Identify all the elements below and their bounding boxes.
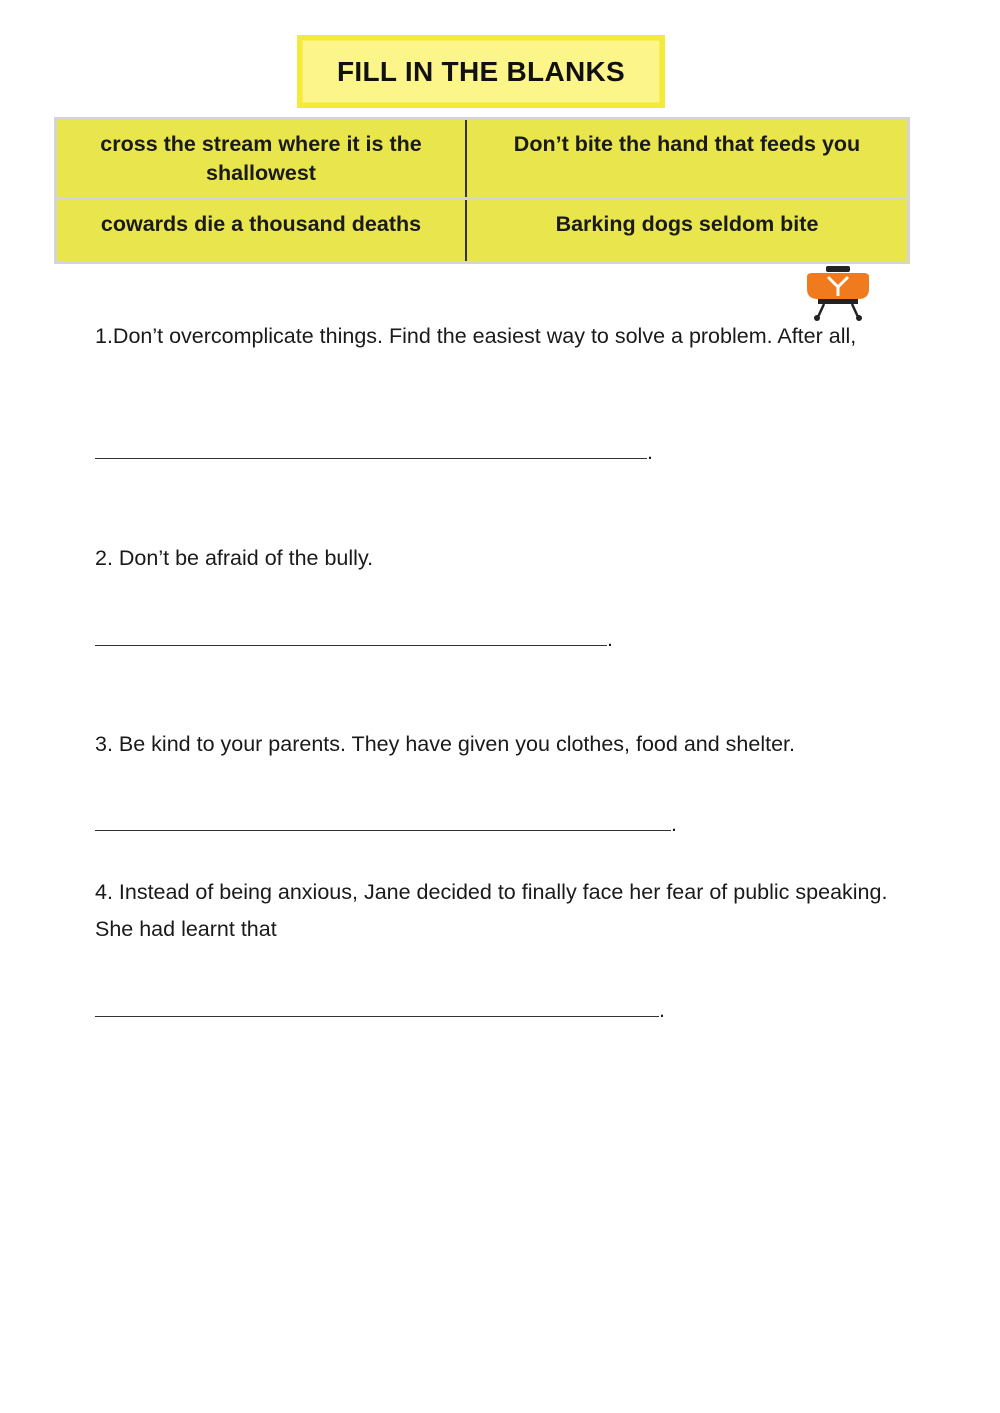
- answer-blank-2[interactable]: [95, 623, 613, 654]
- blank-suffix: .: [671, 812, 677, 836]
- word-bank-cell: Don’t bite the hand that feeds you: [513, 132, 861, 156]
- answer-blank-3[interactable]: [95, 808, 677, 839]
- question-3: 3. Be kind to your parents. They have given you clothes, food and shelter.: [95, 732, 795, 756]
- answer-blank-4[interactable]: [95, 994, 665, 1025]
- blank-suffix: .: [647, 440, 653, 464]
- question-2: 2. Don’t be afraid of the bully.: [95, 546, 374, 570]
- word-bank-table: [54, 117, 910, 264]
- word-bank-cell: cowards die a thousand deaths: [57, 200, 467, 261]
- word-bank-cell: cross the stream where it is the shallowest: [57, 120, 467, 197]
- page-title: FILL IN THE BLANKS: [337, 55, 625, 87]
- title-banner: [297, 35, 665, 108]
- word-bank-row: [57, 120, 907, 200]
- question-1: 1.Don’t overcomplicate things. Find the easiest way to solve a problem. After all,: [95, 324, 857, 348]
- liveworksheets-mascot-icon: [804, 265, 872, 323]
- answer-blank-1[interactable]: [95, 436, 653, 467]
- word-bank-row: [57, 200, 907, 261]
- blank-suffix: .: [607, 627, 613, 651]
- blank-suffix: .: [659, 998, 665, 1022]
- word-bank-cell: Barking dogs seldom bite: [555, 212, 819, 236]
- question-4: 4. Instead of being anxious, Jane decided to finally face her fear of public speaking. She had learnt that: [95, 880, 888, 941]
